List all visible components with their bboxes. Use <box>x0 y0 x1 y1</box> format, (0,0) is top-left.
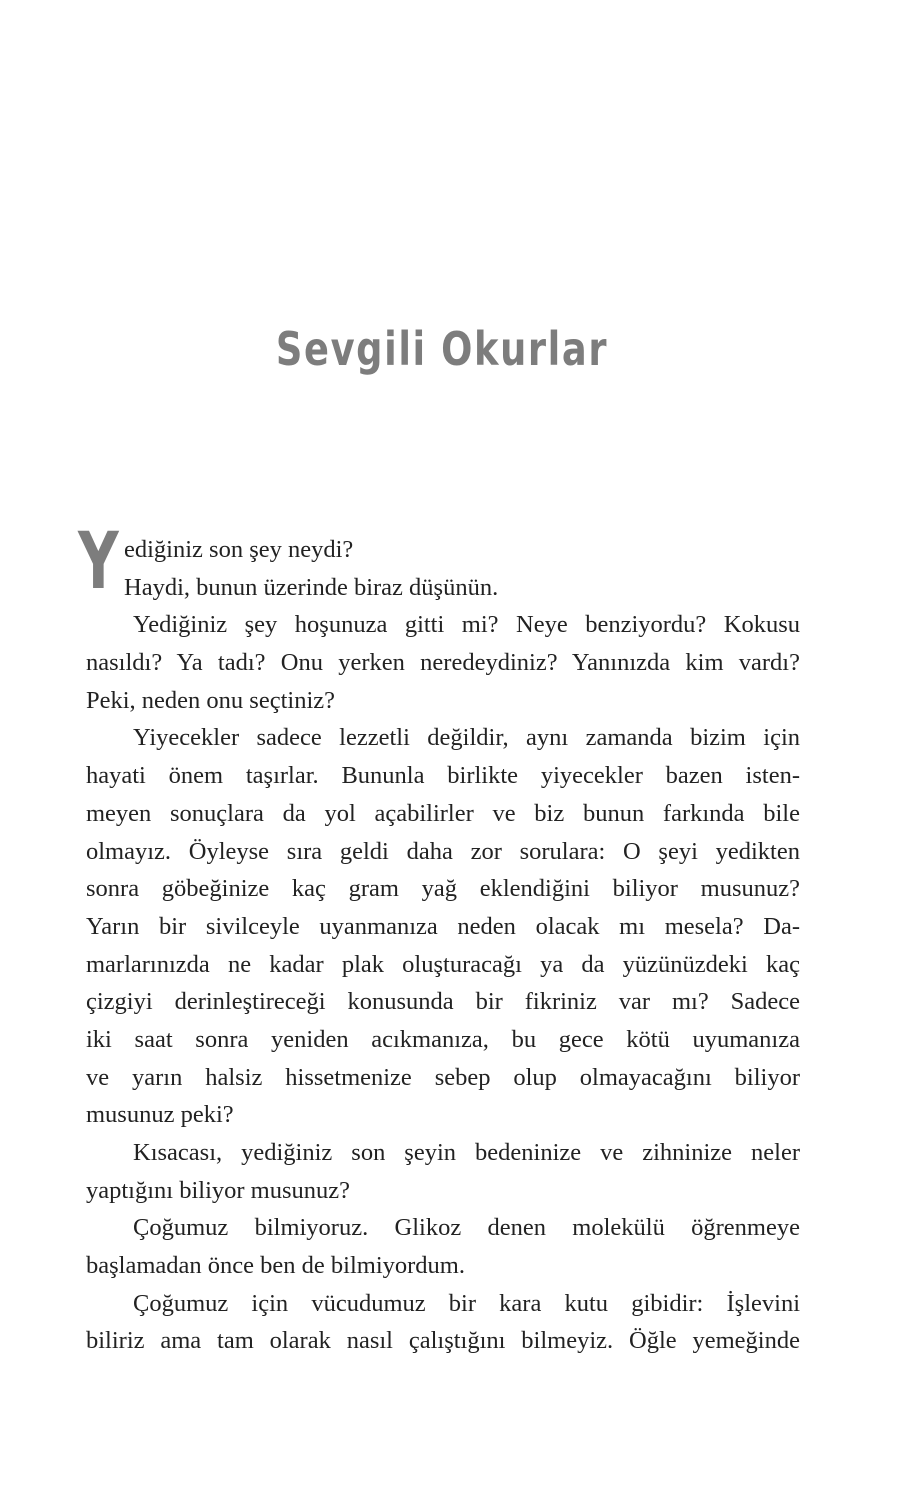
text-line: Kısacası, yediğiniz son şeyin bedeninize ve zihninize neler <box>133 1139 800 1166</box>
text-line: Çoğumuz için vücudumuz bir kara kutu gibidir: İşlevini <box>133 1289 800 1317</box>
text-line: Yiyecekler sadece lezzetli değildir, aynı zamanda bizim için <box>133 724 800 752</box>
text-line: marlarınızda ne kadar plak oluşturacağı ya da yüzünüzdeki kaç <box>86 950 800 978</box>
text-line: yaptığını biliyor musunuz? <box>86 1176 351 1204</box>
text-line: başlamadan önce ben de bilmiyordum. <box>86 1252 465 1280</box>
body-text <box>86 531 800 1360</box>
text-line: hayati önem taşırlar. Bununla birlikte yiyecekler bazen isten- <box>86 762 800 790</box>
text-line: meyen sonuçlara da yol açabilirler ve biz bunun farkında bile <box>86 799 800 827</box>
text-line: çizgiyi derinleştireceği konusunda bir fikriniz var mı? Sadece <box>86 988 800 1016</box>
text-line: Peki, neden onu seçtiniz? <box>86 686 336 714</box>
text-line: olmayız. Öyleyse sıra geldi daha zor sorulara: O şeyi yedikten <box>86 837 800 865</box>
text-line: sonra göbeğinize kaç gram yağ eklendiğini biliyor musunuz? <box>86 875 800 903</box>
text-line: nasıldı? Ya tadı? Onu yerken neredeydiniz? Yanınızda kim vardı? <box>86 649 800 677</box>
text-line: Yarın bir sivilceyle uyanmanıza neden olacak mı mesela? Da- <box>86 912 800 940</box>
text-line: Yediğiniz şey hoşunuza gitti mi? Neye benziyordu? Kokusu <box>133 611 800 639</box>
text-line: Çoğumuz bilmiyoruz. Glikoz denen molekülü öğrenmeye <box>133 1214 800 1242</box>
chapter-title: Sevgili Okurlar <box>275 322 609 376</box>
text-line: Haydi, bunun üzerinde biraz düşünün. <box>124 573 499 601</box>
text-line: biliriz ama tam olarak nasıl çalıştığını bilmeyiz. Öğle yemeğinde <box>86 1327 800 1355</box>
text-line: ve yarın halsiz hissetmenize sebep olup olmayacağını biliyor <box>86 1063 800 1091</box>
text-line: musunuz peki? <box>86 1101 234 1129</box>
text-line: ediğiniz son şey neydi? <box>124 536 354 563</box>
text-line: iki saat sonra yeniden acıkmanıza, bu gece kötü uyumanıza <box>86 1025 800 1053</box>
drop-cap-letter: Y <box>78 517 119 607</box>
